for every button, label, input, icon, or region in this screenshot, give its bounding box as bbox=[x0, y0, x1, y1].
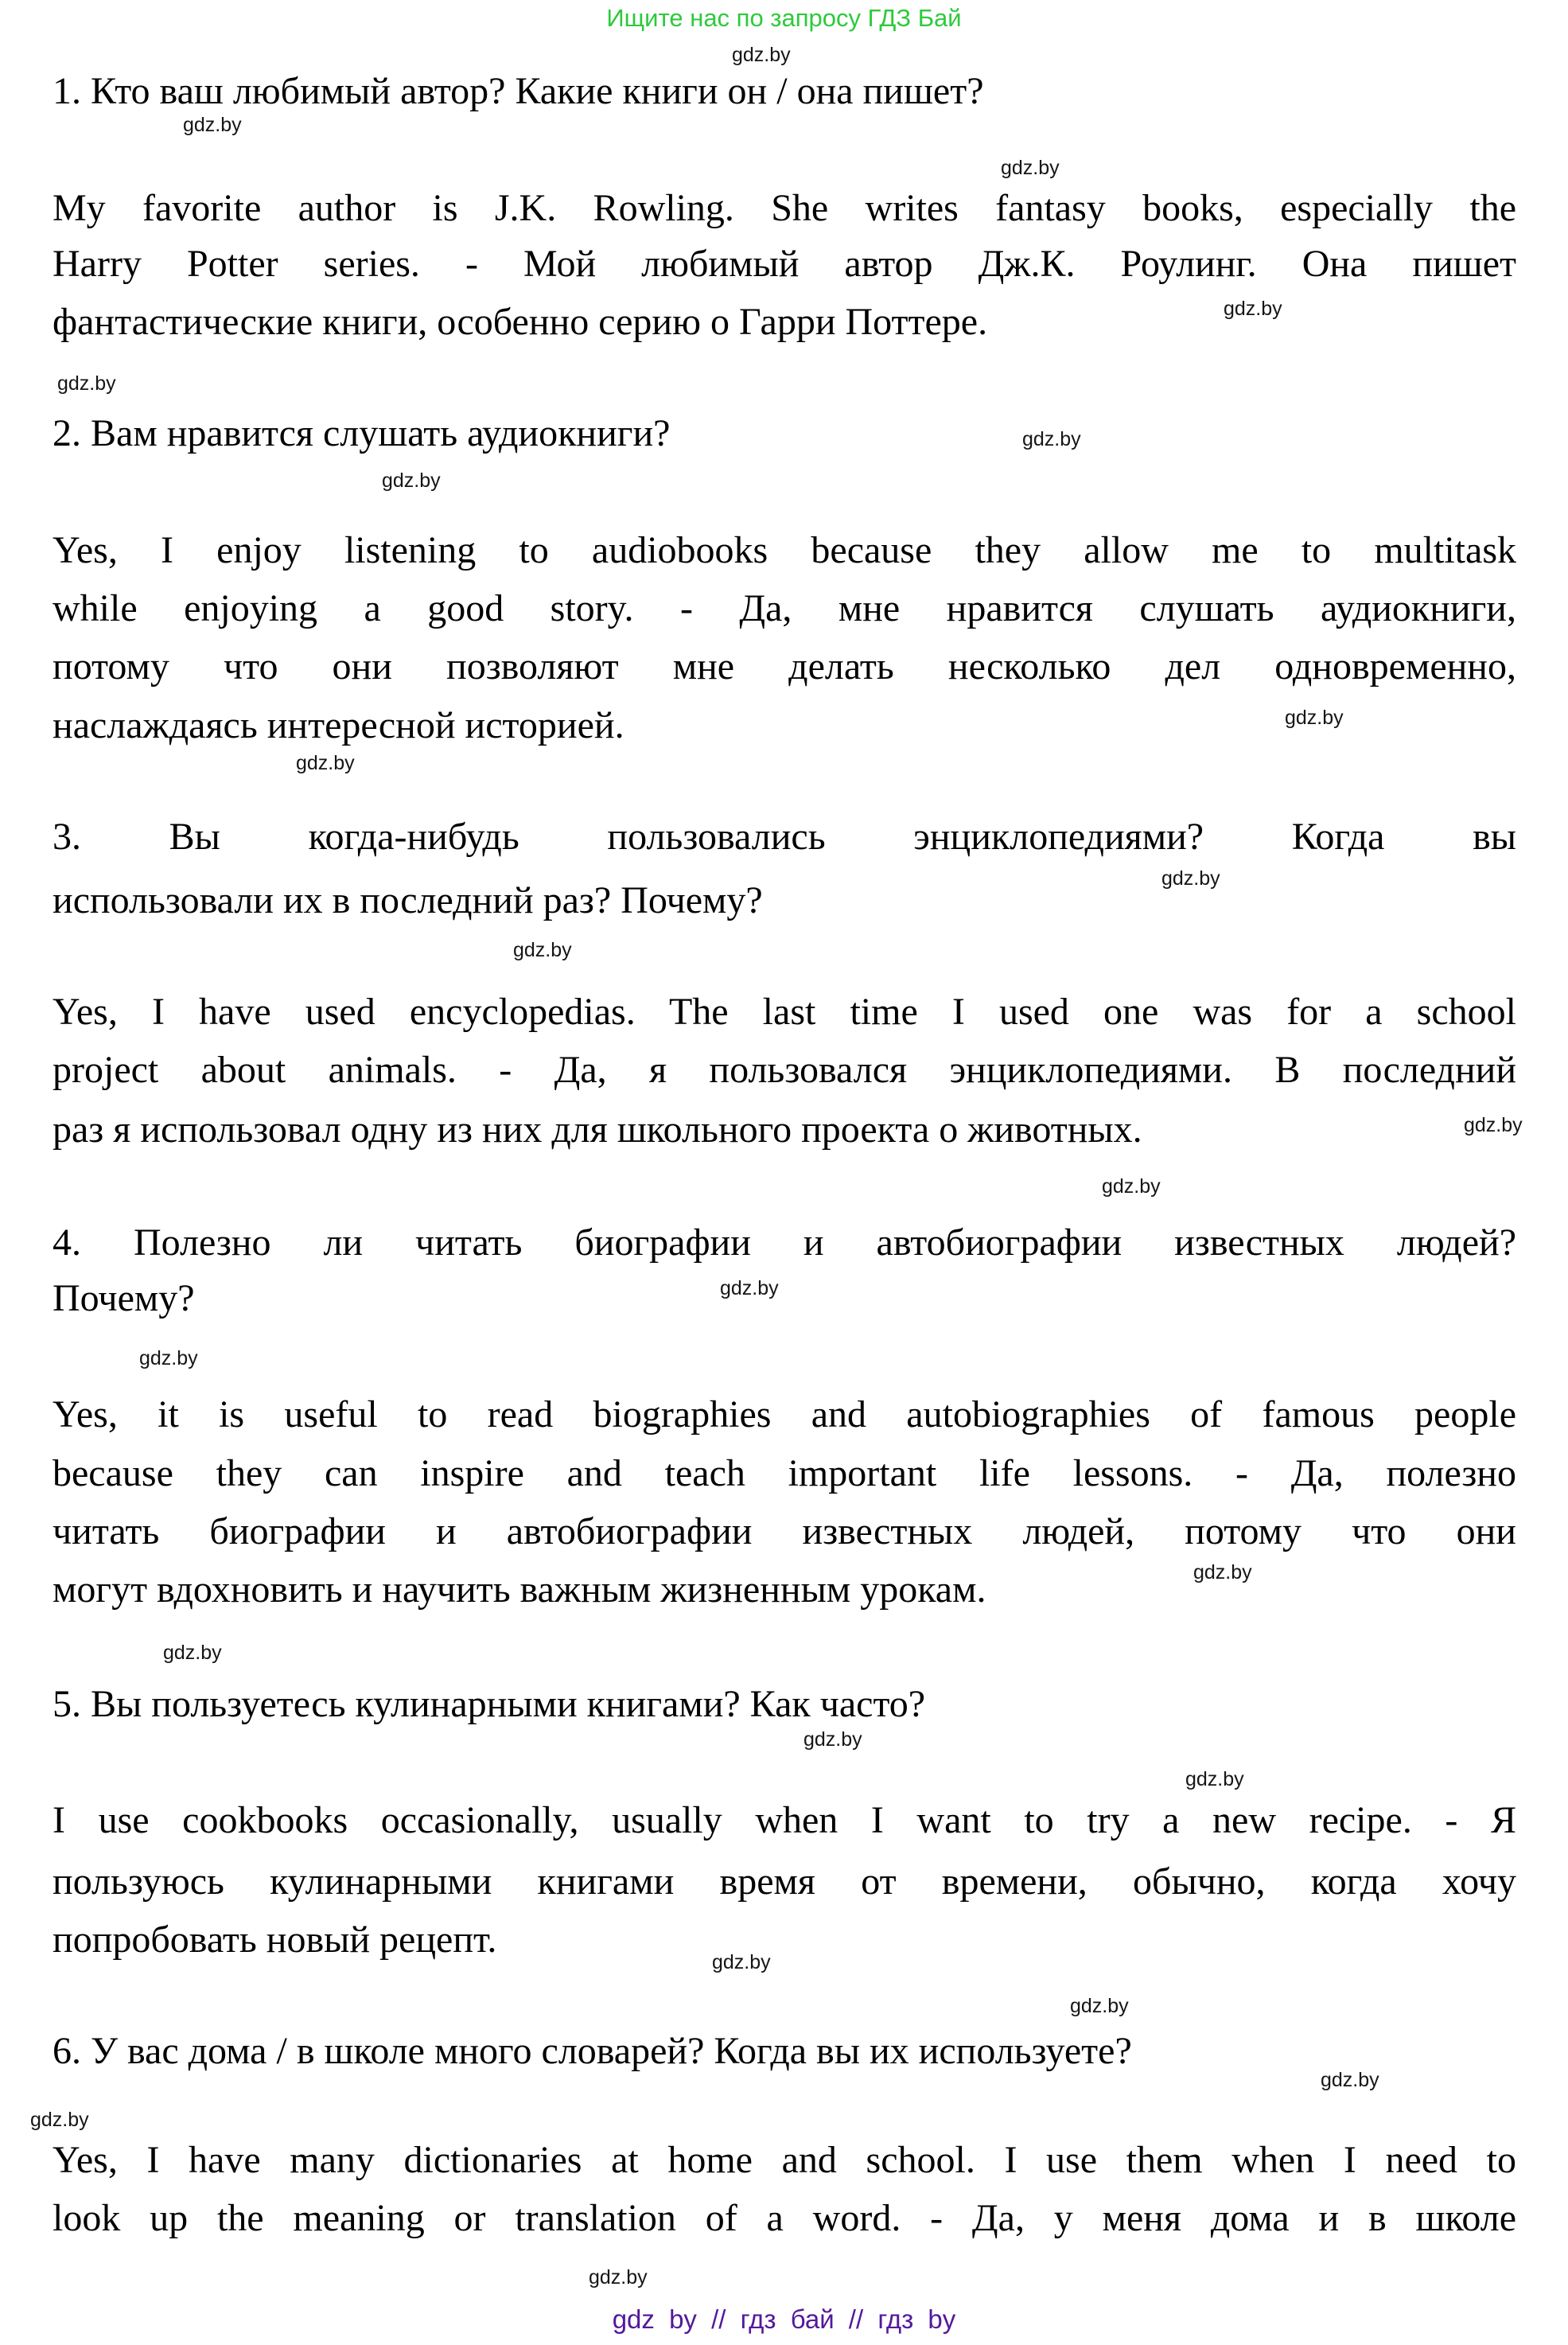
question-line: Почему? bbox=[53, 1277, 195, 1319]
answer-line: project about animals. - Да, я пользовался энциклопедиями. В последний bbox=[53, 1049, 1516, 1091]
answer-line: while enjoying a good story. - Да, мне нравится слушать аудиокниги, bbox=[53, 587, 1516, 629]
answer-line: Yes, it is useful to read biographies and autobiographies of famous people bbox=[53, 1393, 1516, 1435]
answer-line: фантастические книги, особенно серию о Гарри Поттере. bbox=[53, 301, 988, 343]
gdz-watermark: gdz.by bbox=[1193, 1561, 1252, 1583]
gdz-watermark: gdz.by bbox=[1464, 1114, 1523, 1136]
answer-line: look up the meaning or translation of a word. - Да, у меня дома и в школе bbox=[53, 2197, 1516, 2239]
gdz-watermark: gdz.by bbox=[1285, 707, 1344, 729]
answer-line: читать биографии и автобиографии известных людей, потому что они bbox=[53, 1510, 1516, 1552]
gdz-watermark: gdz.by bbox=[1001, 157, 1060, 179]
answer-line: раз я использовал одну из них для школьного проекта о животных. bbox=[53, 1108, 1142, 1151]
answer-line: because they can inspire and teach important life lessons. - Да, полезно bbox=[53, 1452, 1516, 1494]
answer-line: I use cookbooks occasionally, usually when I want to try a new recipe. - Я bbox=[53, 1799, 1516, 1841]
gdz-watermark: gdz.by bbox=[382, 469, 441, 492]
footer-links: gdz by // гдз бай // гдз by bbox=[612, 2304, 956, 2334]
gdz-watermark: gdz.by bbox=[1070, 1995, 1129, 2017]
gdz-watermark: gdz.by bbox=[1022, 428, 1081, 450]
answer-line: могут вдохновить и научить важным жизненным урокам. bbox=[53, 1568, 986, 1611]
gdz-watermark: gdz.by bbox=[1321, 2069, 1379, 2091]
gdz-watermark: gdz.by bbox=[712, 1951, 771, 1973]
gdz-watermark: gdz.by bbox=[1185, 1768, 1244, 1790]
answer-line: попробовать новый рецепт. bbox=[53, 1918, 497, 1961]
answer-line: My favorite author is J.K. Rowling. She writes fantasy books, especially the bbox=[53, 187, 1516, 229]
gdz-watermark: gdz.by bbox=[732, 44, 791, 66]
gdz-watermark: gdz.by bbox=[1161, 867, 1220, 890]
gdz-watermark: gdz.by bbox=[803, 1728, 862, 1751]
question-line: 5. Вы пользуетесь кулинарными книгами? Как часто? bbox=[53, 1683, 926, 1725]
question-line: 1. Кто ваш любимый автор? Какие книги он / она пишет? bbox=[53, 70, 984, 112]
answer-line: Yes, I have many dictionaries at home and school. I use them when I need to bbox=[53, 2139, 1516, 2181]
question-line: 2. Вам нравится слушать аудиокниги? bbox=[53, 412, 671, 454]
answer-line: наслаждаясь интересной историей. bbox=[53, 704, 624, 746]
answer-line: Yes, I enjoy listening to audiobooks because they allow me to multitask bbox=[53, 529, 1516, 571]
promo-header: Ищите нас по запросу ГДЗ Бай bbox=[606, 4, 962, 32]
question-line: 3. Вы когда-нибудь пользовались энциклопедиями? Когда вы bbox=[53, 816, 1516, 858]
gdz-watermark: gdz.by bbox=[1102, 1175, 1161, 1198]
gdz-watermark: gdz.by bbox=[139, 1347, 198, 1369]
gdz-watermark: gdz.by bbox=[589, 2266, 648, 2289]
gdz-watermark: gdz.by bbox=[513, 939, 572, 961]
gdz-watermark: gdz.by bbox=[1224, 298, 1282, 320]
answer-line: Yes, I have used encyclopedias. The last time I used one was for a school bbox=[53, 991, 1516, 1033]
question-line: 4. Полезно ли читать биографии и автобиографии известных людей? bbox=[53, 1221, 1516, 1264]
gdz-watermark: gdz.by bbox=[296, 752, 355, 774]
question-line: 6. У вас дома / в школе много словарей? Когда вы их используете? bbox=[53, 2030, 1132, 2072]
answer-line: пользуюсь кулинарными книгами время от времени, обычно, когда хочу bbox=[53, 1860, 1516, 1903]
gdz-watermark: gdz.by bbox=[183, 114, 242, 136]
gdz-watermark: gdz.by bbox=[720, 1277, 779, 1299]
gdz-watermark: gdz.by bbox=[57, 372, 116, 395]
question-line: использовали их в последний раз? Почему? bbox=[53, 879, 763, 921]
answer-line: потому что они позволяют мне делать несколько дел одновременно, bbox=[53, 645, 1516, 688]
gdz-watermark: gdz.by bbox=[163, 1642, 222, 1664]
answer-line: Harry Potter series. - Мой любимый автор Дж.К. Роулинг. Она пишет bbox=[53, 243, 1516, 285]
gdz-watermark: gdz.by bbox=[30, 2109, 89, 2131]
